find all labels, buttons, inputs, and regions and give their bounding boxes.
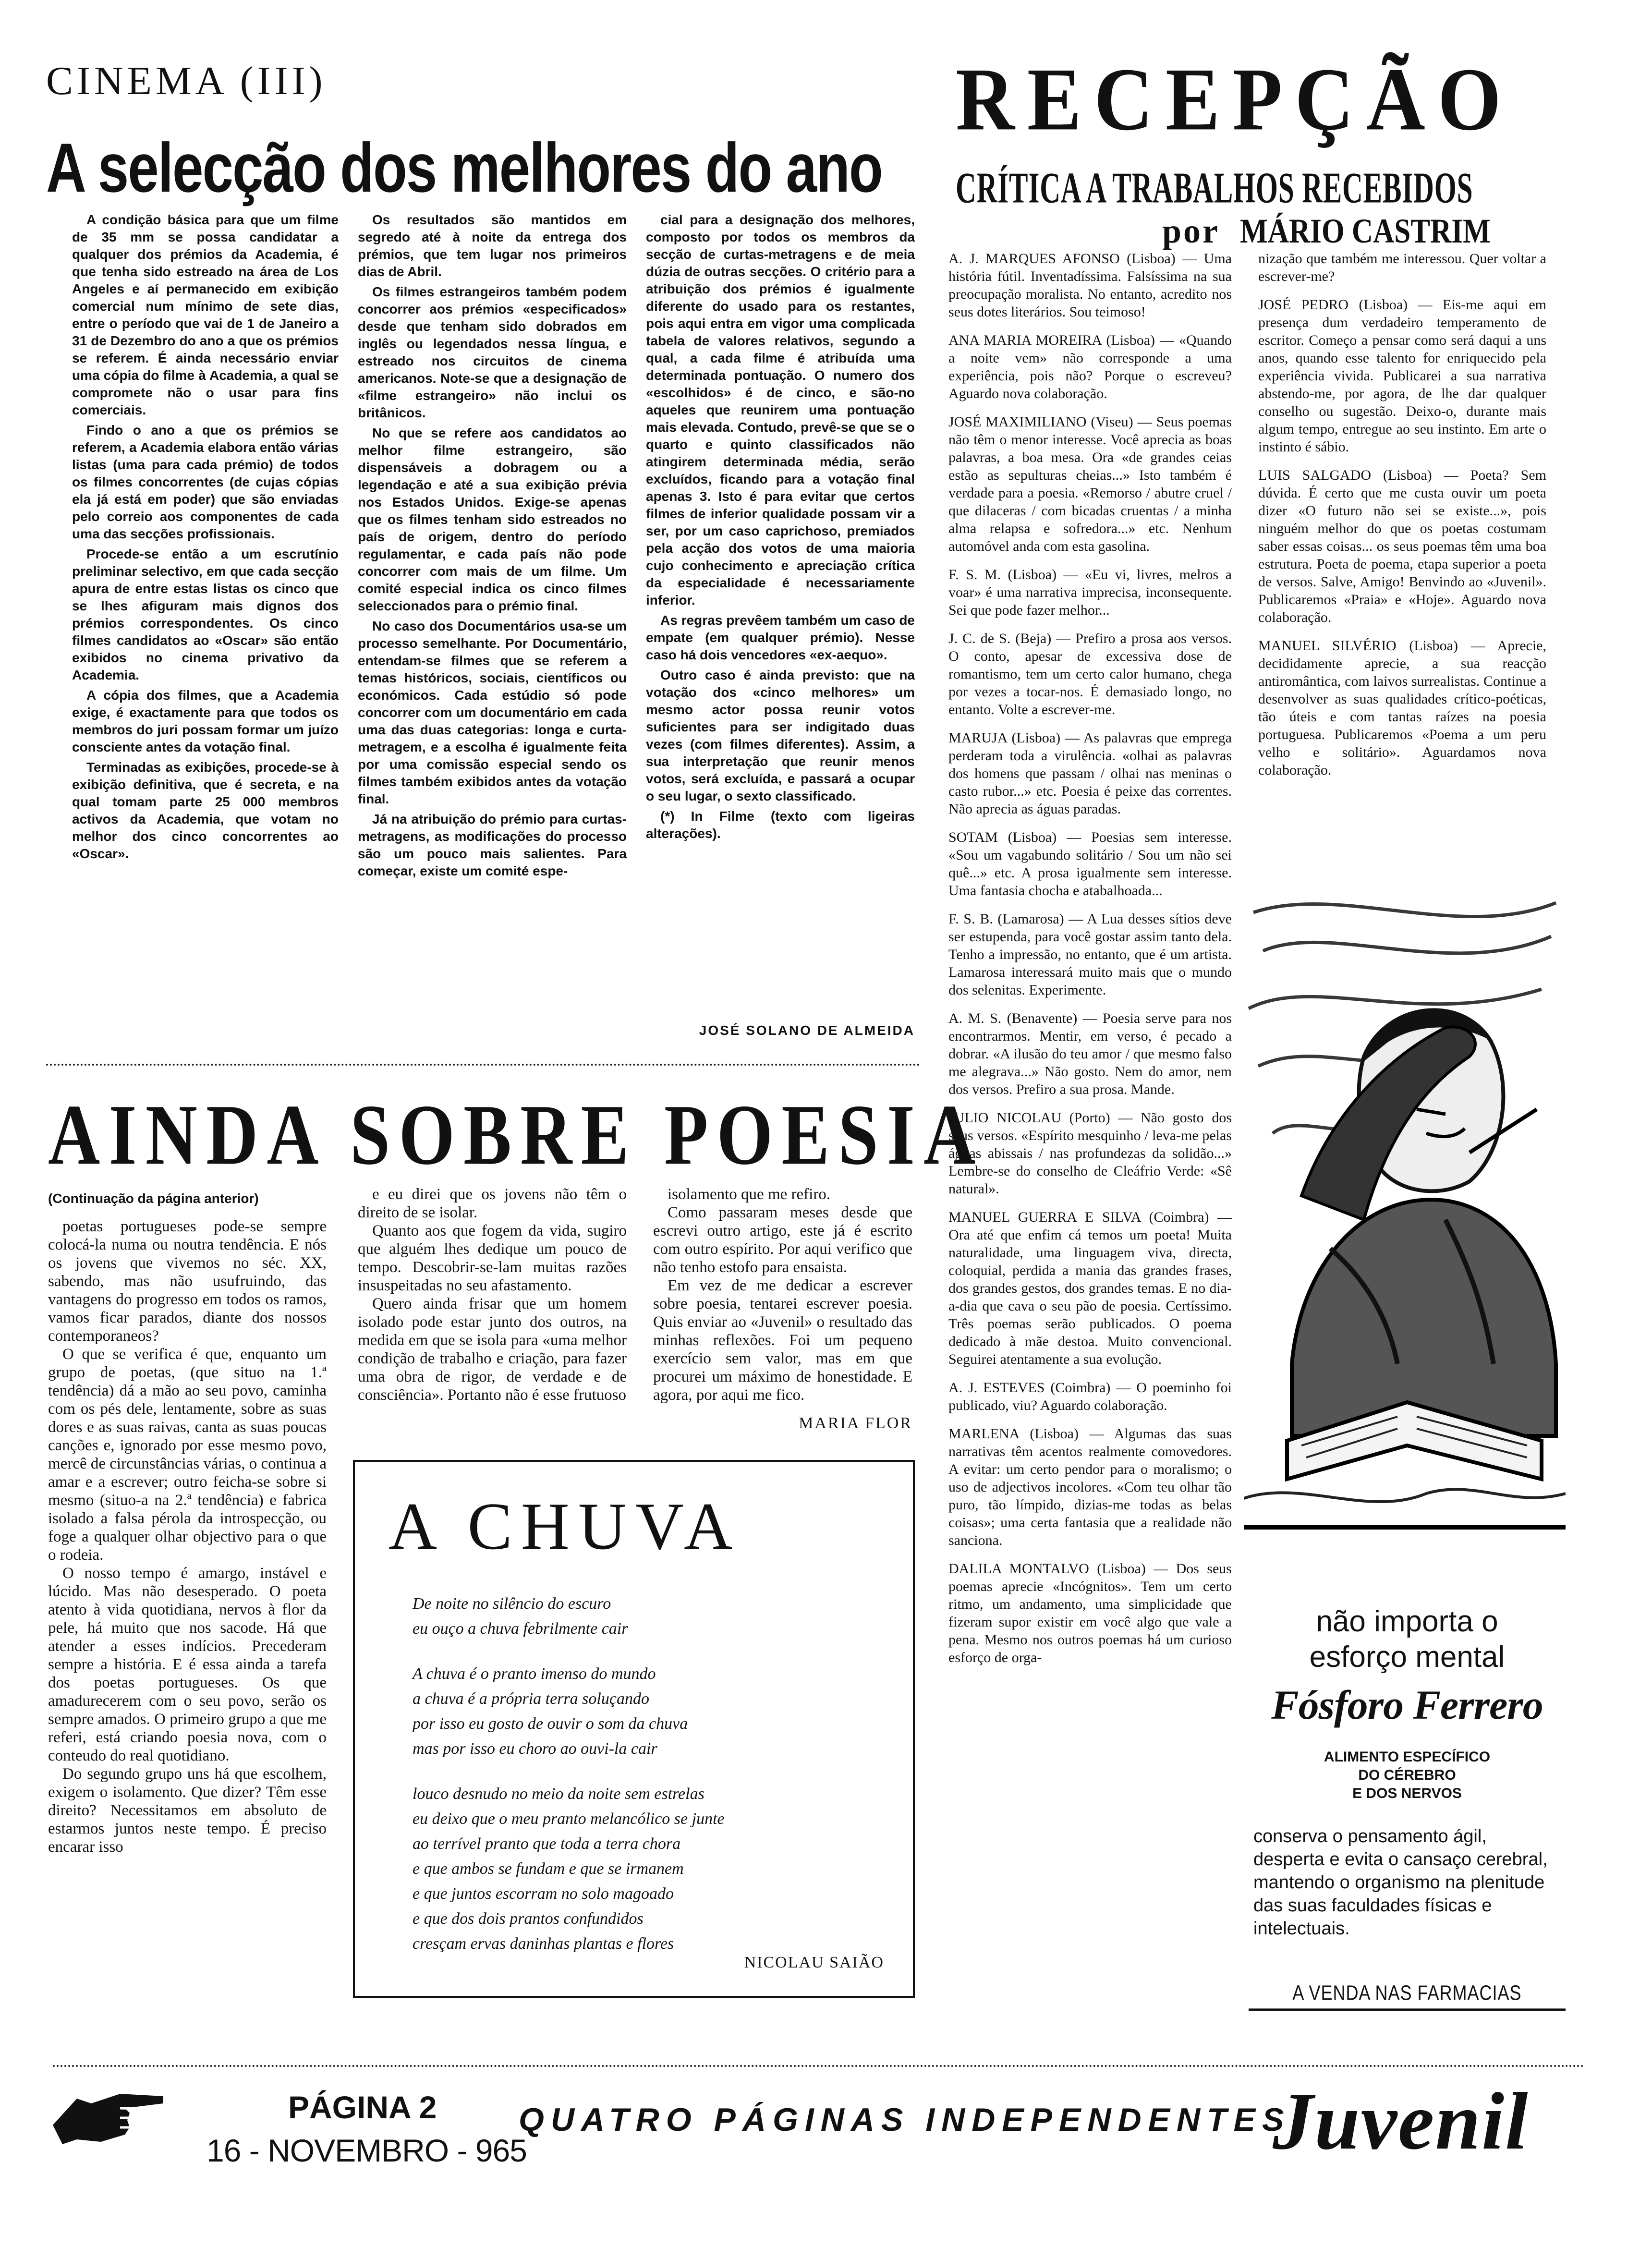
cinema-column-1 (72, 211, 339, 865)
pointing-hand-icon (48, 2079, 168, 2151)
critique-entry: LUIS SALGADO (Lisboa) — Poeta? Sem dúvida. É certo que me custa ouvir um poeta dizer «O futuro não sei se existe...», pois ninguém melhor do que os poetas costumam saber essas coisas... os seus poemas têm uma boa estrutura. Poeta de poema, etapa superior a poeta de versos. Salve, Amigo! Benvindo ao «Juvenil». Publicaremos «Praia» e «Hoje». Aguardo nova colaboração. (1258, 467, 1546, 625)
ad-tagline (1249, 1748, 1566, 1803)
poesia-paragraph: Quanto aos que fogem da vida, sugiro que alguém lhes dedique um pouco de tempo. Descobrir-se-lam muitas razões insuspeitadas no seu afastamento. (358, 1222, 627, 1294)
poem-line: De noite no silêncio do escuro (413, 1595, 611, 1613)
ad-brand: Fósforo Ferrero (1271, 1682, 1543, 1728)
poesia-title: AINDA SOBRE POESIA (48, 1087, 984, 1183)
recepcao-subtitle: CRÍTICA A TRABALHOS RECEBIDOS (956, 164, 1473, 212)
ad-footer: A VENDA NAS FARMACIAS (1249, 1981, 1566, 2011)
poesia-signature: MARIA FLOR (799, 1414, 912, 1432)
ad-illustration (1244, 884, 1566, 1599)
cinema-paragraph: Os resultados são mantidos em segredo até à noite da entrega dos prémios, que tem lugar nos primeiros dias de Abril. (358, 212, 627, 279)
critique-entry: DALILA MONTALVO (Lisboa) — Dos seus poemas aprecie «Incógnitos». Tem um certo ritmo, um andamento, uma simplicidade que fizeram supor existir em você algo que vale a pena. Mesmo nos outros poemas há um curioso esforço de orga- (948, 1561, 1232, 1665)
ad-headline-line-2: esforço mental (1309, 1640, 1505, 1674)
poem-stanza (413, 1782, 893, 1956)
cinema-paragraph: A condição básica para que um filme de 35 mm se possa candidatar a qualquer dos prémios da Academia, é que tenha sido estreado na área de Los Angeles e aí permanecido em exibição comercial num mínimo de sete dias, entre o período que vai de 1 de Janeiro a 31 de Dezembro do ano a que os prémios se referem. É ainda necessário enviar uma cópia do filme à Academia, a qual se compromete não o usar para fins comerciais. (72, 212, 339, 417)
cinema-title: A selecção dos melhores do ano (46, 129, 882, 207)
critique-entry: A. M. S. (Benavente) — Poesia serve para nos encontrarmos. Mentir, em verso, é pecado a dobrar. «A ilusão do teu amor / que mesmo falso me alegrava...» Não gosto. Nem do amor, nem dos versos. Prefiro a sua prosa. Mande. (948, 1010, 1232, 1097)
poem-line: mas por isso eu choro ao ouvi-la cair (413, 1740, 657, 1758)
cinema-kicker: CINEMA (III) (46, 59, 327, 103)
cinema-paragraph: Já na atribuição do prémio para curtas-metragens, as modificações do processo são um pouco mais salientes. Para começar, existe um comité espe- (358, 812, 627, 878)
byline-por: por (1162, 212, 1220, 250)
footer-brand: Juvenil (1273, 2076, 1529, 2166)
critique-entry: F. S. B. (Lamarosa) — A Lua desses sítios deve ser estupenda, para você gostar assim tanto dela. Tenho a impressão, no entanto, que é um artista. Lamarosa interessará muito mais que o mundo dos selenitas. Experimente. (948, 911, 1232, 998)
cinema-paragraph: Outro caso é ainda previsto: que na votação dos «cinco melhores» um mesmo actor possa reunir votos suficientes para ser indigitado duas vezes (com filmes diferentes). Assim, a sua interpretação que reunir menos votos, será excluída, e passará a ocupar o seu lugar, o sexto classificado. (646, 668, 915, 803)
pointing-hand-svg (48, 2079, 168, 2151)
recepcao-byline (1162, 211, 1535, 251)
recepcao-column-1 (948, 250, 1232, 1677)
critique-entry: SOTAM (Lisboa) — Poesias sem interesse. «Sou um vagabundo solitário / Sou um não sei quê...» etc. A prosa igualmente sem interesse. Uma fantasia chocha e atabalhoada... (948, 829, 1232, 899)
page-footer-rule (53, 2065, 1585, 2075)
cinema-paragraph: As regras prevêem também um caso de empate (em qualquer prémio). Nesse caso há dois vencedores «ex-aequo». (646, 613, 915, 662)
section-divider (46, 1064, 920, 1073)
chuva-title: A CHUVA (389, 1489, 741, 1564)
critique-entry: A. J. MARQUES AFONSO (Lisboa) — Uma história fútil. Inventadíssima. Falsíssima na sua preocupação moralista. No entanto, acredito nos seus dotes literários. Sou teimoso! (948, 251, 1232, 320)
critique-entry: J. C. de S. (Beja) — Prefiro a prosa aos versos. O conto, apesar de excessiva dose de romantismo, tem um certo calor humano, chega por vezes a tocar-nos. É demasiado longo, no entanto. Volte a escrever-me. (948, 631, 1232, 717)
chuva-box (353, 1460, 915, 1998)
cinema-paragraph: Findo o ano a que os prémios se referem, a Academia elabora então várias listas (uma para cada prémio) de todos os filmes concorrentes (de cujas cópias ela já está em poder) que são enviadas pelo correio aos componentes de cada uma das secções profissionais. (72, 423, 339, 541)
poesia-continuation: (Continuação da página anterior) (48, 1191, 259, 1206)
poem-stanza (413, 1662, 893, 1761)
cinema-paragraph: cial para a designação dos melhores, composto por todos os membros da secção de curtas-metragens e de meia dúzia de outras secções. O critério para a atribuição dos prémios é igualmente diferente do usado para os restantes, pois aqui entra em vigor uma complicada tabela de valores relativos, segundo a qual, a cada filme é atribuída uma determinada pontuação. O numero dos «escolhidos» é de cinco, e são-no aqueles que reunirem uma pontuação mais elevada. Contudo, prevê-se que se o quarto e quinto classificados não atingirem determinada média, serão excluídos, ficando para a votação final apenas 3. Isto é para evitar que certos filmes de inferior qualidade possam vir a ser, por um caso caprichoso, premiados pela acção dos votos de uma maioria cujo conhecimento e apreciação crítica da especialidade é necessariamente inferior. (646, 212, 915, 607)
poem-line: e que ambos se fundam e que se irmanem (413, 1860, 684, 1878)
cinema-paragraph: (*) In Filme (texto com ligeiras alterações). (646, 809, 915, 841)
critique-entry: nização que também me interessou. Quer voltar a escrever-me? (1258, 251, 1546, 284)
cinema-paragraph: Os filmes estrangeiros também podem concorrer aos prémios «especificados» desde que tenham sido dobrados em inglês ou legendados nessa língua, e estreado nos circuitos de cinema americanos. Note-se que a designação de «filme estrangeiro» não inclui os britânicos. (358, 284, 627, 420)
poem-line: cresçam ervas daninhas plantas e flores (413, 1935, 674, 1953)
ad-tagline-3: E DOS NERVOS (1352, 1785, 1462, 1801)
poem-line: a chuva é a própria terra soluçando (413, 1690, 649, 1708)
ad-tagline-1: ALIMENTO ESPECÍFICO (1324, 1749, 1491, 1765)
critique-entry: MANUEL SILVÉRIO (Lisboa) — Aprecie, decididamente aprecie, a sua reacção antiromântica, com laivos surrealistas. Continue a desenvolver as suas qualidades crítico-poéticas, tão úteis e com tantas raízes na poesia portuguesa. Publicaremos «Poema a um peru velho e solitário». Aguardamos nova colaboração. (1258, 638, 1546, 778)
poesia-paragraph: O nosso tempo é amargo, instável e lúcido. Mas não desesperado. O poeta atento à vida quotidiana, nervos à flor da pele, há muito que nos sacode. Há que atender a esses indícios. Precederam sempre a história. E é essa ainda a tarefa dos poetas portugueses. Os que amadurecerem com o seu povo, serão os sempre amados. O primeiro grupo a que me referi, está criando poesia nova, com o conteudo do real quotidiano. (48, 1565, 327, 1764)
recepcao-column-2 (1258, 250, 1546, 789)
poem-line: louco desnudo no meio da noite sem estrelas (413, 1785, 705, 1803)
cinema-paragraph: No que se refere aos candidatos ao melhor filme estrangeiro, são dispensáveis a dobragem ou a legendação e até a sua exibição prévia nos Estados Unidos. Exige-se apenas que os filmes tenham sido estreados no país de origem, dentro do período regulamentar, e cada país não pode concorrer com mais de um filme. Um comité especial indica os cinco filmes seleccionados para o prémio final. (358, 425, 627, 613)
poesia-column-2 (358, 1185, 627, 1404)
poesia-column-1 (48, 1217, 327, 1856)
footer-slogan: QUATRO PÁGINAS INDEPENDENTES (519, 2101, 1291, 2138)
critique-entry: MARLENA (Lisboa) — Algumas das suas narrativas têm acentos realmente comovedores. A evitar: um certo pendor para o moralismo; o uso de adjectivos incolores. «Com teu olhar tão puro, tão límpido, dizias-me todas as belas coisas»; uma certa fantasia que a realidade não sanciona. (948, 1426, 1232, 1548)
critique-entry: JOSÉ MAXIMILIANO (Viseu) — Seus poemas não têm o menor interesse. Você aprecia as boas palavras, a boa mesa. Ora «de grandes ceias estão as sepulturas cheias...» Isto também é verdade para a poesia. «Remorso / abutre cruel / que dilaceras / com bicadas cruentas / a minha alma relapsa e sofredora...» etc. Nenhum automóvel anda com esta gasolina. (948, 414, 1232, 554)
poesia-paragraph: Como passaram meses desde que escrevi outro artigo, este já é escrito com outro espírito. Por aqui verifico que não tenho estofo para ensaista. (653, 1204, 912, 1276)
recepcao-title: RECEPÇÃO (956, 49, 1514, 149)
critique-entry: F. S. M. (Lisboa) — «Eu vi, livres, melros a voar» é uma narrativa imprecisa, inconsequente. Sei que pode fazer melhor... (948, 567, 1232, 618)
critique-entry: ANA MARIA MOREIRA (Lisboa) — «Quando a noite vem» não corresponde a uma experiência, pois não? Porque o escreveu? Aguardo nova colaboração. (948, 332, 1232, 401)
poesia-paragraph: Quero ainda frisar que um homem isolado pode estar junto dos outros, na medida em que se isola para «uma melhor condição de trabalho e criação, para fazer uma obra de rigor, de verdade e de consciência». Portanto não é esse frutuoso (358, 1295, 627, 1404)
poesia-paragraph: Do segundo grupo uns há que escolhem, exigem o isolamento. Que dizer? Têm esse direito? Necessitamos em absoluto de estarmos juntos neste tempo. É preciso encarar isso (48, 1765, 327, 1856)
poesia-paragraph: e eu direi que os jovens não têm o direito de se isolar. (358, 1186, 627, 1221)
cinema-paragraph: A cópia dos filmes, que a Academia exige, é exactamente para que todos os membros do juri possam formar um juízo consciente antes da votação final. (72, 688, 339, 754)
ad-body: conserva o pensamento ágil, desperta e evita o cansaço cerebral, mantendo o organismo na plenitude das suas faculdades físicas e intelectuais. (1253, 1826, 1548, 1939)
cinema-column-3 (646, 211, 915, 845)
byline-name: MÁRIO CASTRIM (1240, 212, 1491, 250)
poem-line: eu ouço a chuva febrilmente cair (413, 1620, 628, 1638)
critique-entry: JULIO NICOLAU (Porto) — Não gosto dos seus versos. «Espírito mesquinho / leva-me pelas águas abissais / nas profundezas da solidão...» Lembre-se do conselho de Cleáfrio Verde: «Sê natural». (948, 1110, 1232, 1197)
critique-entry: MANUEL GUERRA E SILVA (Coimbra) — Ora até que enfim cá temos um poeta! Muita naturalidade, uma linguagem viva, directa, coloquial, perdida a mania das grandes frases, dos grandes gestos, dos grandes temas. E no dia-a-dia que cava o seu pão de poesia. Certíssimo. Três poemas serão publicados. O poema dedicado à mãe destoa. Muito convencional. Seguirei atentamente a sua evolução. (948, 1209, 1232, 1367)
chuva-signature: NICOLAU SAIÃO (744, 1954, 884, 1971)
cinema-column-2 (358, 211, 627, 883)
poesia-paragraph: poetas portugueses pode-se sempre colocá-la numa ou noutra tendência. E nós os jovens que vivemos no séc. XX, sabendo, mas não usufruindo, das vantagens do progresso em todos os ramos, vamos ficar parados, diante dos nossos contemporaneos? (48, 1218, 327, 1345)
poem-line: ao terrível pranto que toda a terra chora (413, 1835, 681, 1853)
critique-entry: A. J. ESTEVES (Coimbra) — O poeminho foi publicado, viu? Aguardo colaboração. (948, 1380, 1232, 1413)
critique-entry: MARUJA (Lisboa) — As palavras que emprega perderam toda a virulência. «olhai as palavras dos homens que passam / olhai nas meninas o casto rubor...» etc. Poesia é peixe das correntes. Não aprecia as águas paradas. (948, 730, 1232, 817)
poem-line: eu deixo que o meu pranto melancólico se junte (413, 1810, 725, 1828)
poesia-paragraph: Em vez de me dedicar a escrever sobre poesia, tentarei escrever poesia. Quis enviar ao «Juvenil» o resultado das minhas reflexões. Foi um pequeno exercício sem valor, mas em que procurei um máximo de honestidade. E agora, por aqui me fico. (653, 1277, 912, 1404)
ad-tagline-2: DO CÉREBRO (1358, 1767, 1456, 1783)
ad-headline (1249, 1604, 1566, 1675)
chuva-poem (413, 1591, 893, 1977)
poem-line: por isso eu gosto de ouvir o som da chuva (413, 1715, 688, 1733)
poem-line: A chuva é o pranto imenso do mundo (413, 1665, 656, 1683)
cinema-paragraph: Terminadas as exibições, procede-se à exibição definitiva, que é secreta, e na qual tomam parte 25 000 membros activos da Academia, que votam no melhor dos cinco concorrentes ao «Oscar». (72, 760, 339, 861)
poem-stanza (413, 1591, 893, 1641)
critique-entry: JOSÉ PEDRO (Lisboa) — Eis-me aqui em presença dum verdadeiro temperamento de escritor. Começo a pensar como será daqui a uns anos, quando esse talento for enriquecido pela experiência vivida. Publicarei a sua narrativa abstendo-me, por agora, de lhe dar qualquer conselho ou sugestão. Deixo-o, durante mais algum tempo, entregue ao seu instinto. Em arte o instinto é sábio. (1258, 297, 1546, 455)
poesia-paragraph: O que se verifica é que, enquanto um grupo de poetas, (que situo na 1.ª tendência) dá a mão ao seu povo, caminha com os pés dele, lentamente, sobre as suas dores e as suas raivas, canta as suas poucas canções e, ignorado por esse mesmo povo, mercê de circunstâncias várias, o continua a amar e a escrever; outro feicha-se sobre si mesmo (situo-a na 2.ª tendência) e fabrica isolado a falsa pérola da introspecção, ou foge a qualquer olhar objectivo para o que o rodeia. (48, 1346, 327, 1564)
footer-page: PÁGINA 2 (288, 2089, 437, 2125)
poesia-paragraph: isolamento que me refiro. (668, 1186, 831, 1203)
poesia-column-3 (653, 1185, 912, 1404)
poem-line: e que juntos escorram no solo magoado (413, 1885, 674, 1903)
man-thinking-illustration (1244, 884, 1566, 1599)
footer-date: 16 - NOVEMBRO - 965 (206, 2133, 527, 2168)
cinema-paragraph: Procede-se então a um escrutínio preliminar selectivo, em que cada secção apura de entre estas listas os cinco que se lhes afiguram mais dignos dos prémios correspondentes. Os cinco filmes candidatos ao «Oscar» são então exibidos no cinema privativo da Academia. (72, 547, 339, 682)
poem-line: e que dos dois prantos confundidos (413, 1910, 644, 1928)
cinema-paragraph: No caso dos Documentários usa-se um processo semelhante. Por Documentário, entendam-se filmes que se referem a temas históricos, sociais, científicos ou económicos. Cada estúdio só pode concorrer com um documentário em cada uma das duas categorias: longa e curta-metragem, e a escolha é igualmente feita por uma comissão especial sendo os filmes também exibidos antes da votação final. (358, 619, 627, 806)
ad-headline-line-1: não importa o (1316, 1605, 1498, 1638)
cinema-signature: JOSÉ SOLANO DE ALMEIDA (699, 1023, 915, 1038)
